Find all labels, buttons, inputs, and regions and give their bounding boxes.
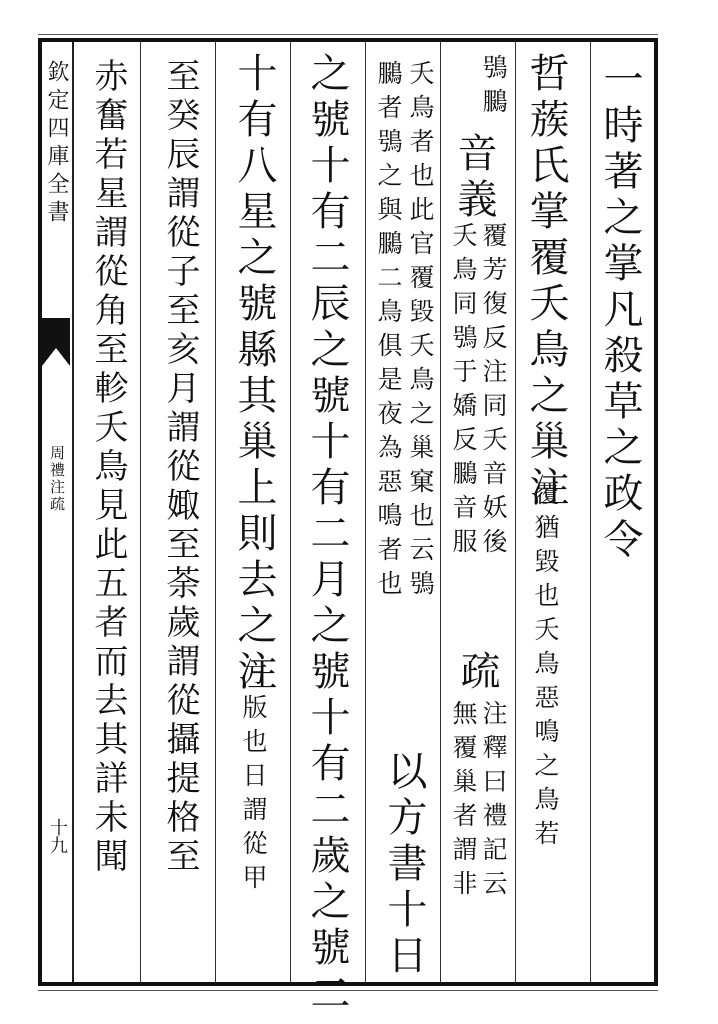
text-column-8: 赤奮若星謂從角至軫夭鳥見此五者而去其詳未聞 (88, 58, 128, 877)
fish-tail-mark (42, 318, 70, 348)
text-column-4-annotation-b: 鵩者鴞之與鵩二鳥俱是夜為惡鳴者也 (374, 60, 403, 604)
text-column-2: 哲蔟氏掌覆夭鳥之巢注 (523, 52, 569, 512)
column-rule (590, 42, 591, 982)
text-column-3-annotation-b: 覆芳復反注同夭音妖後 (479, 222, 508, 562)
column-rule (515, 42, 516, 982)
column-rule (365, 42, 366, 982)
text-column-6-annotation: 方版也日謂從甲 (239, 660, 268, 898)
frame-top-rule (38, 34, 658, 35)
text-column-2-annotation: 覆猶毀也夭鳥惡鳴之鳥若 (531, 480, 560, 854)
text-column-5: 之號十有二辰之號十有二月之號十有二歲之號二 (304, 52, 350, 1018)
text-column-4-annotation-a: 夭鳥者也此官覆毀夭鳥之巢窠也云鴞 (406, 60, 435, 604)
column-rule (440, 42, 441, 982)
text-column-6: 十有八星之號縣其巢上則去之注 (231, 52, 277, 696)
text-column-7: 至癸辰謂從子至亥月謂從娵至荼歲謂從攝提格至 (160, 58, 200, 877)
gutter-rule (72, 42, 74, 982)
text-column-4-main: 以方書十日 (381, 750, 427, 980)
column-rule (140, 42, 141, 982)
text-column-3-annotation-c: 夭鳥同鴞于嬌反鵩音服 (449, 222, 478, 562)
book-title: 周禮注疏 (48, 445, 66, 513)
collection-title: 欽定四庫全書 (44, 60, 69, 228)
column-rule (290, 42, 291, 982)
column-rule (215, 42, 216, 982)
text-column-1: 一時著之掌凡殺草之政令 (597, 58, 643, 564)
text-column-3-shu-mark: 疏 (454, 650, 500, 696)
page-number: 十九 (47, 818, 68, 854)
text-column-3-annotation-e: 無覆巢者謂非 (449, 700, 478, 904)
text-column-3-annotation-d: 注釋曰禮記云 (479, 700, 508, 904)
text-column-3-annotation-a: 鴞鵩 (479, 54, 508, 122)
text-column-3-heading: 音義 (451, 132, 497, 224)
